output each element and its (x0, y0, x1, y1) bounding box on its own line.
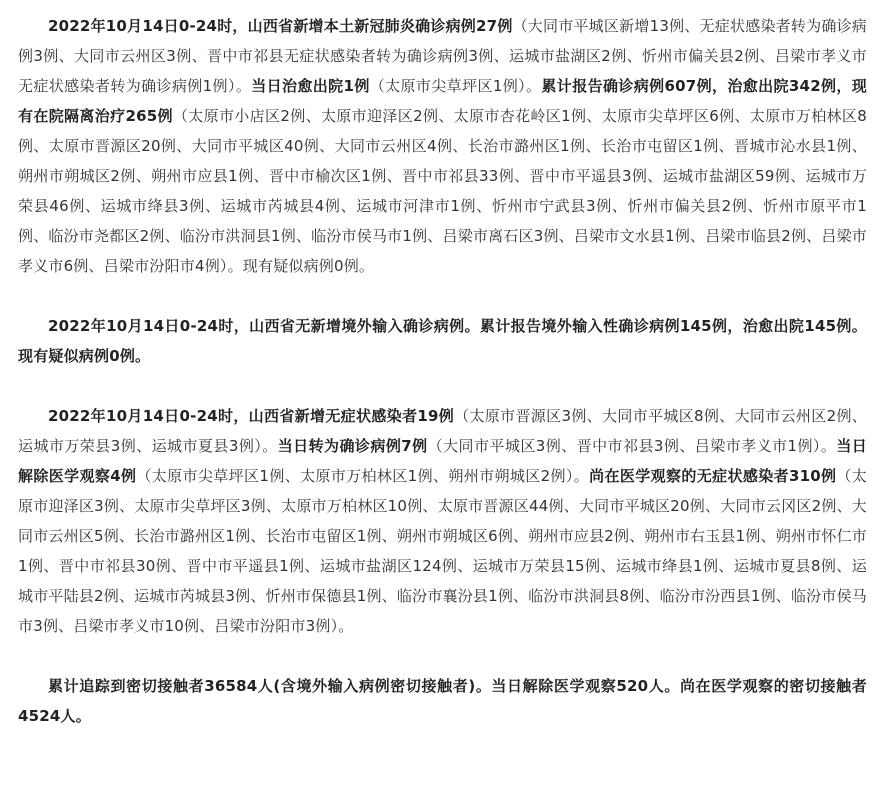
paragraph-local-cases (18, 11, 867, 281)
imported-cases-summary: 2022年10月14日0-24时，山西省无新增境外输入确诊病例。累计报告境外输入性确诊病例145例，治愈出院145例。现有疑似病例0例。 (18, 317, 867, 365)
paragraph-close-contacts (18, 671, 867, 731)
local-discharged-heading: 当日治愈出院1例 (251, 77, 370, 95)
asymptomatic-observed-detail: （太原市迎泽区3例、太原市尖草坪区3例、太原市万柏林区10例、太原市晋源区44例、大同市平城区20例、大同市云冈区2例、大同市云州区5例、长治市潞州区1例、长治市屯留区1例、朔州市朔城区6例、朔州市应县2例、朔州市右玉县1例、朔州市怀仁市1例、晋中市祁县30例、晋中市平遥县1例、运城市盐湖区124例、运城市万荣县15例、运城市绛县1例、运城市夏县8例、运城市平陆县2例、运城市芮城县3例、忻州市保德县1例、临汾市襄汾县1例、临汾市洪洞县8例、临汾市汾西县1例、临汾市侯马市3例、吕梁市孝义市10例、吕梁市汾阳市3例）。 (18, 467, 867, 635)
asymptomatic-new-detail: （太原市晋源区3例、大同市平城区8例、大同市云州区2例、运城市万荣县3例、运城市夏县3例）。 (18, 407, 868, 455)
local-cumulative-heading: 累计报告确诊病例607例，治愈出院342例，现有在院隔离治疗265例 (18, 77, 867, 125)
local-new-cases-detail: （大同市平城区新增13例、无症状感染者转为确诊病例3例、大同市云州区3例、晋中市祁县无症状感染者转为确诊病例3例、运城市盐湖区2例、忻州市偏关县2例、吕梁市孝义市无症状感染者转为确诊病例1例）。 (18, 17, 867, 95)
asymptomatic-observed-heading: 尚在医学观察的无症状感染者310例 (589, 467, 837, 485)
paragraph-imported-cases (18, 311, 867, 371)
asymptomatic-released-detail: （太原市尖草坪区1例、太原市万柏林区1例、朔州市朔城区2例）。 (136, 467, 590, 485)
local-cumulative-detail: （太原市小店区2例、太原市迎泽区2例、太原市杏花岭区1例、太原市尖草坪区6例、太原市万柏林区8例、太原市晋源区20例、大同市平城区40例、大同市云州区4例、长治市潞州区1例、长治市屯留区1例、晋城市沁水县1例、朔州市朔城区2例、朔州市应县1例、晋中市榆次区1例、晋中市祁县33例、晋中市平遥县3例、运城市盐湖区59例、运城市万荣县46例、运城市绛县3例、运城市芮城县4例、运城市河津市1例、忻州市宁武县3例、忻州市偏关县2例、忻州市原平市1例、临汾市尧都区2例、临汾市洪洞县1例、临汾市侯马市1例、吕梁市离石区3例、吕梁市文水县1例、吕梁市临县2例、吕梁市孝义市6例、吕梁市汾阳市4例）。现有疑似病例0例。 (18, 107, 868, 275)
local-new-cases-heading: 2022年10月14日0-24时，山西省新增本土新冠肺炎确诊病例27例 (48, 17, 513, 35)
asymptomatic-converted-detail: （大同市平城区3例、晋中市祁县3例、吕梁市孝义市1例）。 (427, 437, 837, 455)
asymptomatic-converted-heading: 当日转为确诊病例7例 (277, 437, 428, 455)
asymptomatic-released-heading: 当日解除医学观察4例 (18, 437, 867, 485)
local-discharged-detail: （太原市尖草坪区1例）。 (369, 77, 542, 95)
asymptomatic-new-heading: 2022年10月14日0-24时，山西省新增无症状感染者19例 (48, 407, 455, 425)
close-contacts-summary: 累计追踪到密切接触者36584人(含境外输入病例密切接触者)。当日解除医学观察520人。尚在医学观察的密切接触者4524人。 (18, 677, 867, 725)
paragraph-asymptomatic (18, 401, 867, 641)
